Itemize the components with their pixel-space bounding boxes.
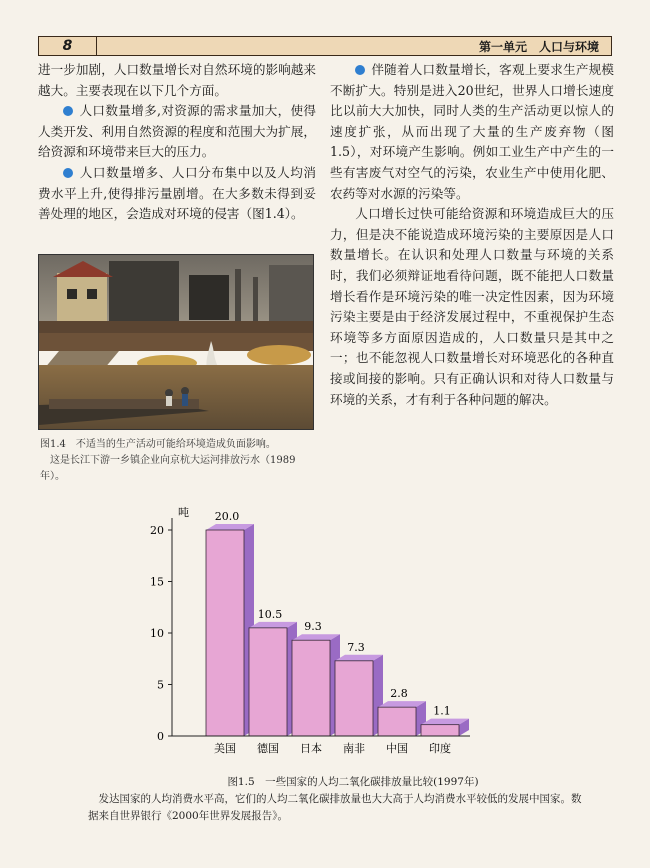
bar [421,725,459,736]
y-tick-label: 15 [150,575,164,589]
figure-1-5-caption-desc: 发达国家的人均消费水平高，它们的人均二氧化碳排放量也大大高于人均消费水平较低的发展中国家。数据来自世界银行《2000年世界发展报告》。 [88,793,582,822]
x-category-label: 美国 [214,742,236,755]
bar-value-label: 7.3 [347,640,365,654]
figure-1-4-caption-line1: 图1.4 不适当的生产活动可能给环境造成负面影响。 [40,439,276,450]
point-resources-text: 人口数量增多,对资源的需求量加大，使得人类开发、利用自然资源的程度和范围大为扩展，给资源和环境带来巨大的压力。 [38,103,316,160]
left-column [38,60,316,225]
bar-value-label: 20.0 [214,510,240,523]
bar [249,628,287,736]
y-axis-unit-label: 吨 [178,506,189,519]
x-category-label: 德国 [257,742,279,755]
bar-value-label: 9.3 [304,620,322,634]
page-number: 8 [39,37,97,55]
bar [335,661,373,736]
analysis-paragraph: 人口增长过快可能给资源和环境造成巨大的压力，但是决不能说造成环境污染的主要原因是人口数量增长。在认识和处理人口数量与环境的关系时，我们必须辩证地看待问题，既不能把人口数量增长看作是环境污染的唯一决定性因素，因为环境污染主要是由于经济发展过程中，不重视保护生态环境等多方面原因造成的，人口数量只是其中之一；也不能忽视人口数量增长对环境恶化的各种直接或间接的影响。只有正确认识和对待人口数量与环境的关系，才有利于各种问题的解决。 [330,206,614,407]
figure-1-5-caption-title: 图1.5 一些国家的人均二氧化碳排放量比较(1997年) [227,776,479,788]
right-column [330,60,614,410]
figure-1-4-caption [40,437,320,485]
unit-title: 第一单元 人口与环境 [478,39,599,54]
bullet-icon [63,168,73,178]
x-category-label: 中国 [386,742,408,755]
point-production [330,60,614,204]
x-category-label: 南非 [343,742,365,755]
figure-1-4-photo [38,254,314,430]
x-category-label: 印度 [429,742,451,755]
point-resources [38,101,316,163]
bullet-icon [63,106,73,116]
bar-value-label: 1.1 [433,704,451,718]
bar-value-label: 10.5 [257,607,283,621]
bar-value-label: 2.8 [390,687,408,701]
page-header [38,36,612,56]
y-tick-label: 20 [150,524,164,537]
point-pollution-text: 人口数量增多、人口分布集中以及人均消费水平上升,使得排污量剧增。在大多数未得到妥善处理的地区，会造成对环境的侵害（图1.4）。 [38,164,316,222]
figure-1-5-chart [120,500,480,772]
x-category-label: 日本 [300,742,322,755]
bar [292,640,330,736]
bullet-icon [355,65,365,75]
bar [378,707,416,736]
y-tick-label: 0 [157,730,164,743]
point-production-text: 伴随着人口数量增长，客观上要求生产规模不断扩大。特别是进入20世纪，世界人口增长速度比以前大大加快，同时人类的生产活动更以惊人的速度扩张，从而出现了大量的生产废弃物（图1.5），对环境产生影响。例如工业生产中产生的一些有害废气对空气的污染，农业生产中使用化肥、农药等对水源的污染等。 [330,62,614,201]
y-tick-label: 10 [150,627,164,640]
y-tick-label: 5 [157,678,164,692]
figure-1-5-caption [88,774,588,825]
figure-1-4-caption-line2: 这是长江下游一乡镇企业向京杭大运河排放污水（1989年）。 [40,455,296,482]
bar [206,530,244,736]
intro-text: 进一步加剧，人口数量增长对自然环境的影响越来越大。主要表现在以下几个方面。 [38,62,316,98]
point-pollution [38,163,316,225]
co2-bar-chart [120,500,480,768]
